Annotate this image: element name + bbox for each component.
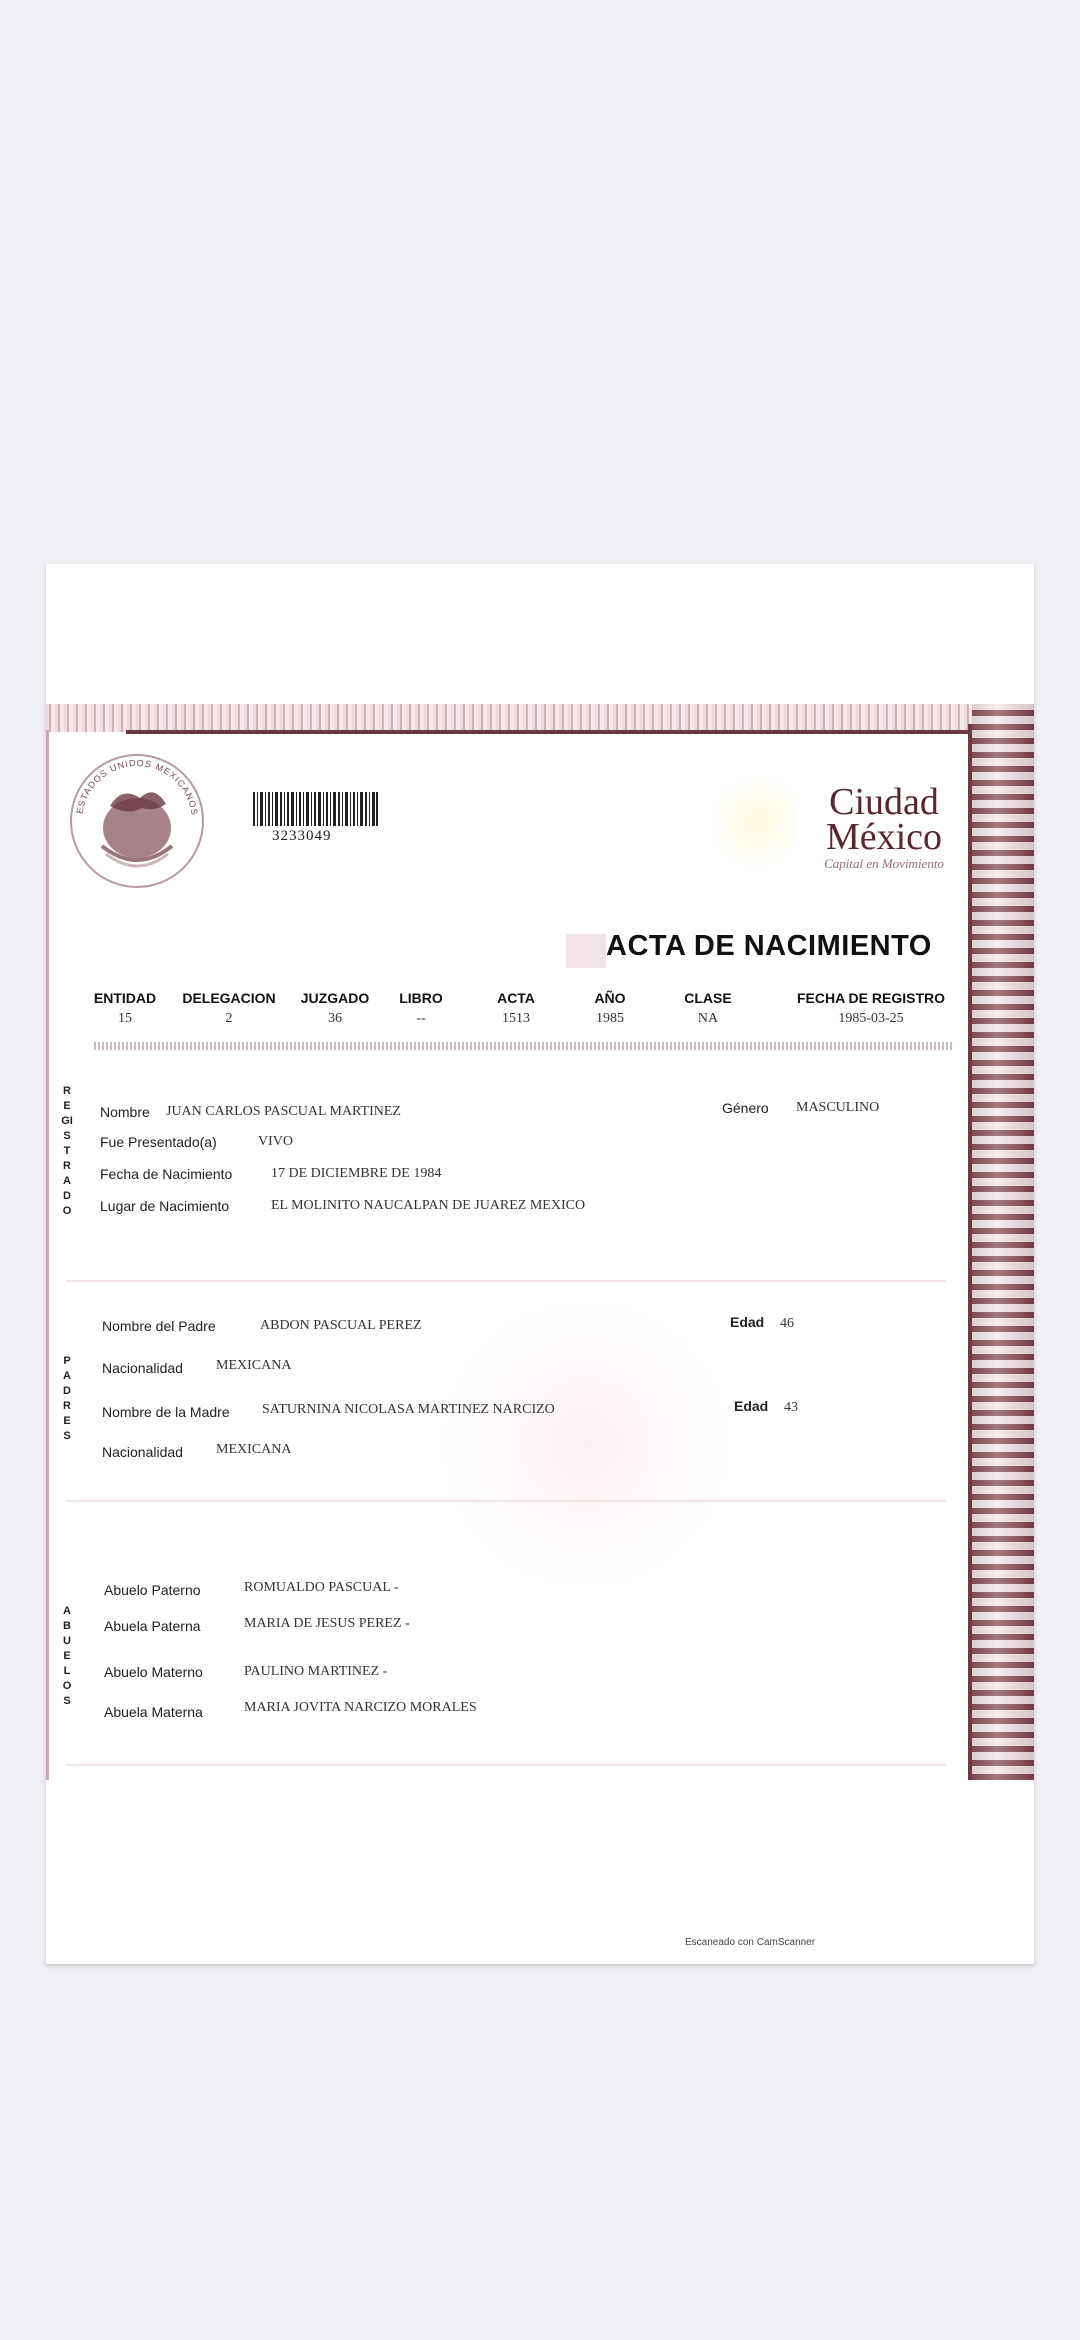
title-decoration: [566, 934, 606, 968]
value-genero: MASCULINO: [796, 1100, 880, 1115]
label-nombre: Nombre: [100, 1104, 150, 1120]
header-fecha-registro: FECHA DE REGISTRO: [796, 990, 946, 1006]
section-divider: [66, 1764, 946, 1766]
value-padre: ABDON PASCUAL PEREZ: [260, 1318, 422, 1333]
value-madre-nacionalidad: MEXICANA: [216, 1442, 292, 1457]
value-abuela-materna: MARIA JOVITA NARCIZO MORALES: [244, 1700, 477, 1715]
value-padre-nacionalidad: MEXICANA: [216, 1358, 292, 1373]
header-entidad: ENTIDAD: [93, 990, 157, 1006]
side-label-registrado: REGISTRADO: [61, 1085, 73, 1217]
section-divider: [66, 1280, 946, 1282]
left-rule: [46, 730, 49, 1780]
label-abuela-paterna: Abuela Paterna: [104, 1618, 201, 1634]
header-juzgado: JUZGADO: [300, 990, 370, 1006]
value-presentado: VIVO: [258, 1134, 293, 1149]
ciudad-mexico-logo: [804, 781, 964, 872]
value-fecha-nacimiento: 17 DE DICIEMBRE DE 1984: [271, 1166, 442, 1181]
document-title: ACTA DE NACIMIENTO: [606, 930, 932, 962]
logo-line1: Ciudad: [829, 781, 939, 823]
value-fecha-registro: 1985-03-25: [838, 1011, 904, 1026]
label-fecha-nacimiento: Fecha de Nacimiento: [100, 1166, 233, 1182]
decorative-top-border: [46, 704, 1006, 732]
label-lugar-nacimiento: Lugar de Nacimiento: [100, 1198, 230, 1214]
side-label-abuelos: ABUELOS: [62, 1605, 72, 1707]
label-madre: Nombre de la Madre: [102, 1404, 230, 1420]
mexican-coat-of-arms-icon: [62, 746, 212, 896]
label-padre: Nombre del Padre: [102, 1318, 216, 1334]
birth-certificate: [46, 704, 1034, 1780]
value-padre-edad: 46: [780, 1316, 794, 1331]
value-abuela-paterna: MARIA DE JESUS PEREZ -: [244, 1616, 410, 1631]
header-acta: ACTA: [497, 990, 535, 1006]
value-delegacion: 2: [225, 1011, 233, 1026]
label-abuelo-paterno: Abuelo Paterno: [104, 1582, 201, 1598]
watermark-seal: [436, 1304, 736, 1584]
camscanner-watermark: Escaneado con CamScanner: [685, 1937, 816, 1948]
logo-line2: México: [825, 816, 943, 858]
header-libro: LIBRO: [399, 990, 443, 1006]
barcode-number: 3233049: [272, 828, 332, 844]
decorative-right-border: [972, 704, 1034, 1780]
value-abuelo-materno: PAULINO MARTINEZ -: [244, 1664, 388, 1679]
security-microtext-line: [94, 1042, 954, 1050]
value-abuelo-paterno: ROMUALDO PASCUAL -: [244, 1580, 399, 1595]
value-ano: 1985: [596, 1011, 624, 1026]
label-presentado: Fue Presentado(a): [100, 1134, 217, 1150]
label-padre-nacionalidad: Nacionalidad: [102, 1360, 183, 1376]
value-nombre: JUAN CARLOS PASCUAL MARTINEZ: [166, 1104, 401, 1119]
value-libro: --: [416, 1011, 426, 1026]
value-acta: 1513: [502, 1011, 530, 1026]
value-entidad: 15: [118, 1011, 132, 1026]
label-genero: Género: [722, 1100, 769, 1116]
logo-tagline: Capital en Movimiento: [824, 856, 944, 871]
top-rule: [126, 730, 1006, 734]
value-madre: SATURNINA NICOLASA MARTINEZ NARCIZO: [262, 1402, 555, 1417]
scanned-page: [46, 564, 1034, 1964]
header-ano: AÑO: [594, 990, 626, 1006]
label-madre-nacionalidad: Nacionalidad: [102, 1444, 183, 1460]
seal-text: ESTADOS UNIDOS MEXICANOS: [74, 757, 200, 817]
barcode: [253, 792, 378, 826]
logo-watermark: [718, 766, 796, 878]
value-lugar-nacimiento: EL MOLINITO NAUCALPAN DE JUAREZ MEXICO: [271, 1198, 586, 1213]
side-label-padres: PADRES: [63, 1355, 71, 1442]
label-abuelo-materno: Abuelo Materno: [104, 1664, 203, 1680]
value-juzgado: 36: [328, 1011, 342, 1026]
label-padre-edad: Edad: [730, 1314, 765, 1330]
header-clase: CLASE: [684, 990, 732, 1006]
header-delegacion: DELEGACION: [182, 990, 276, 1006]
value-madre-edad: 43: [784, 1400, 798, 1415]
label-madre-edad: Edad: [734, 1398, 769, 1414]
value-clase: NA: [697, 1011, 719, 1026]
section-divider: [66, 1500, 946, 1502]
label-abuela-materna: Abuela Materna: [104, 1704, 203, 1720]
